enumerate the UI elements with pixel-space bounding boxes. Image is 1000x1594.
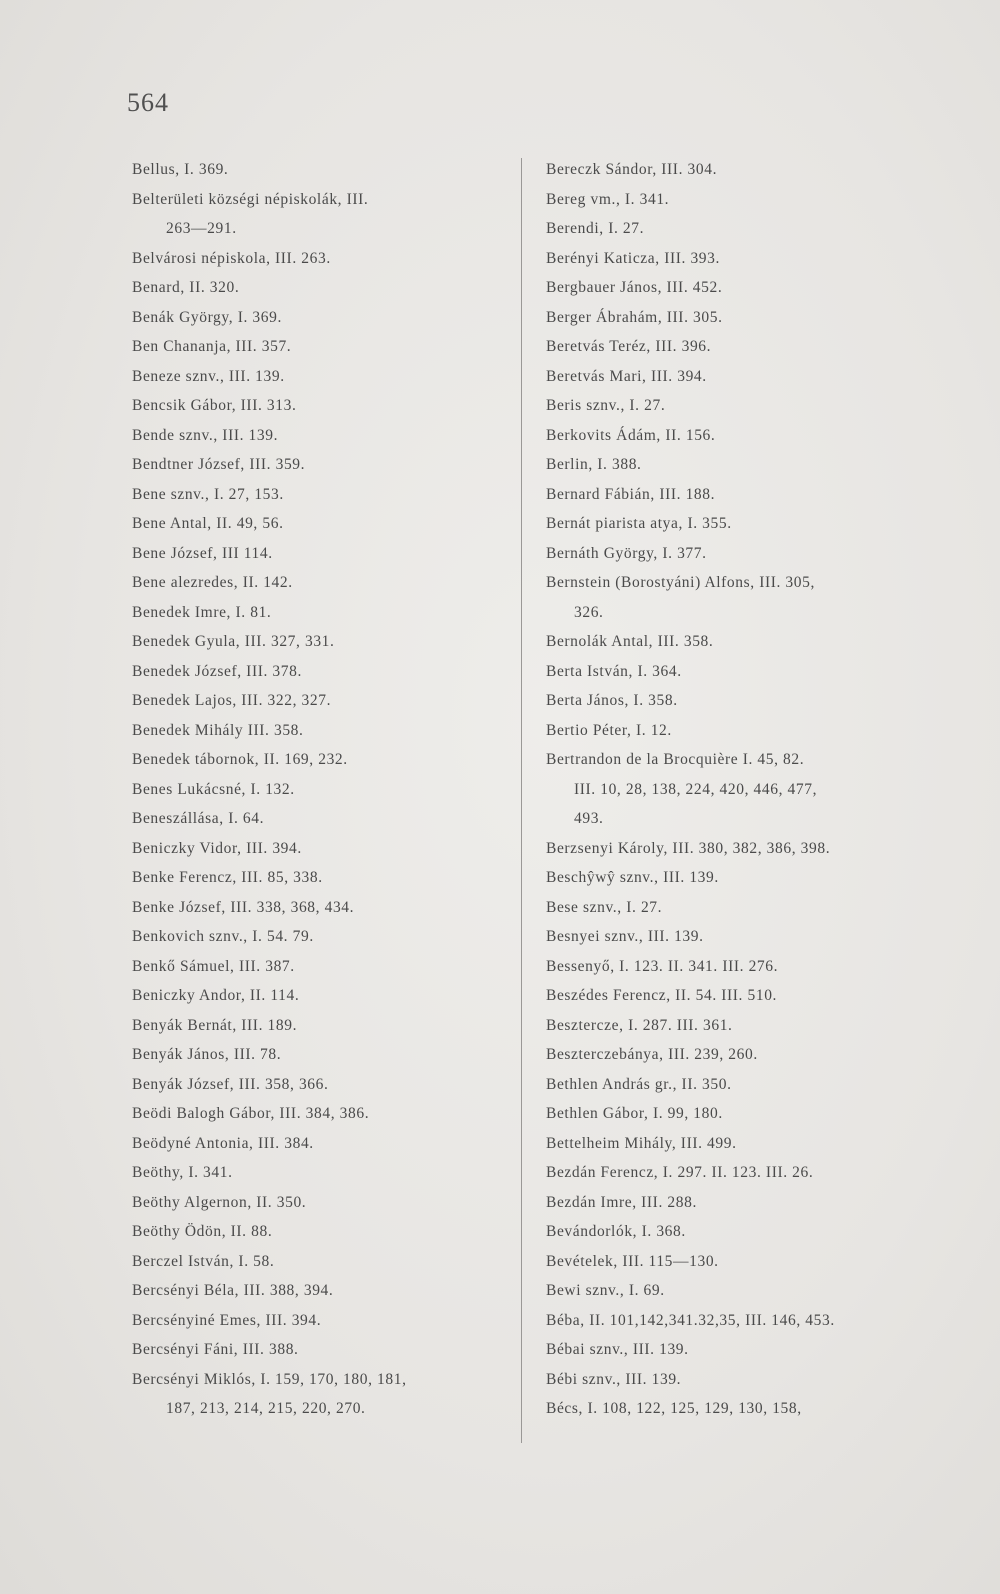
index-entry <box>132 1335 497 1365</box>
index-entry <box>132 539 497 569</box>
index-entry <box>546 686 908 716</box>
index-entry-text: Bernard Fábián, III. 188. <box>546 485 716 503</box>
index-entry-text: Bewi sznv., I. 69. <box>546 1282 665 1299</box>
index-entry-text: Benedek tábornok, II. 169, 232. <box>132 751 348 768</box>
index-entry <box>546 391 908 421</box>
index-entry <box>546 273 908 303</box>
index-entry <box>132 863 497 893</box>
index-entry-text: Bernáth György, I. 377. <box>546 544 707 562</box>
index-entry-text: Beneze sznv., III. 139. <box>132 367 285 385</box>
index-entry-text: Berényi Katicza, III. 393. <box>546 249 720 267</box>
index-entry-text: Benard, II. 320. <box>132 279 240 296</box>
index-entry <box>132 303 497 333</box>
index-entry <box>132 1217 497 1247</box>
index-entry <box>132 952 497 982</box>
index-entry-text: Benkő Sámuel, III. 387. <box>132 957 295 975</box>
index-entry-text: Benes Lukácsné, I. 132. <box>132 780 295 798</box>
index-entry <box>132 362 497 392</box>
index-entry <box>546 332 908 362</box>
index-entry <box>546 1335 908 1365</box>
index-entry <box>132 273 497 303</box>
index-entry-continuation: 493. <box>574 810 604 827</box>
index-entry-text: Bethlen András gr., II. 350. <box>546 1075 732 1093</box>
index-entry-text: Bertrandon de la Brocquière I. 45, 82. <box>546 751 805 768</box>
index-entry-text: Bezdán Imre, III. 288. <box>546 1193 697 1211</box>
index-entry <box>132 391 497 421</box>
index-entry-text: Bezdán Ferencz, I. 297. II. 123. III. 26. <box>546 1164 814 1181</box>
index-entry-text: Berta János, I. 358. <box>546 692 678 709</box>
index-entry <box>546 185 908 215</box>
index-entry-text: Belvárosi népiskola, III. 263. <box>132 249 331 267</box>
index-entry <box>132 922 497 952</box>
index-entry-text: Beniczky Andor, II. 114. <box>132 987 300 1004</box>
index-entry-text: Beödi Balogh Gábor, III. 384, 386. <box>132 1105 370 1122</box>
index-entry <box>546 450 908 480</box>
index-entry <box>132 893 497 923</box>
index-entry <box>132 745 497 775</box>
page-number: 564 <box>127 88 169 117</box>
index-entry-text: Berlin, I. 388. <box>546 456 642 473</box>
index-entry <box>132 1040 497 1070</box>
index-entry <box>546 1040 908 1070</box>
index-entry <box>132 568 497 598</box>
index-entry <box>546 922 908 952</box>
index-entry <box>546 539 908 569</box>
index-entry <box>132 1070 497 1100</box>
index-entry-text: Bereczk Sándor, III. 304. <box>546 161 718 178</box>
index-entry-text: Besnyei sznv., III. 139. <box>546 928 704 945</box>
index-entry <box>546 303 908 333</box>
index-entry-text: Beschŷwŷ sznv., III. 139. <box>546 869 719 886</box>
index-entry-text: Beszédes Ferencz, II. 54. III. 510. <box>546 987 778 1004</box>
index-entry <box>132 804 497 834</box>
index-entry <box>132 1188 497 1218</box>
index-entry-text: Besztercze, I. 287. III. 361. <box>546 1016 733 1034</box>
index-entry <box>546 1217 908 1247</box>
index-entry-text: Benedek Imre, I. 81. <box>132 603 272 621</box>
index-entry-text: Bernát piarista atya, I. 355. <box>546 515 732 532</box>
index-entry <box>546 1247 908 1277</box>
index-entry <box>546 716 908 746</box>
index-entry <box>546 480 908 510</box>
index-entry-text: Bendtner József, III. 359. <box>132 456 306 473</box>
index-entry-text: Benedek József, III. 378. <box>132 662 302 680</box>
index-entry <box>132 1276 497 1306</box>
index-entry-text: Bergbauer János, III. 452. <box>546 279 723 296</box>
index-entry-text: Bébi sznv., III. 139. <box>546 1370 682 1388</box>
index-entry-text: Bercsényi Fáni, III. 388. <box>132 1341 299 1358</box>
index-entry-text: Bevándorlók, I. 368. <box>546 1223 686 1240</box>
index-entry <box>546 952 908 982</box>
index-entry <box>546 214 908 244</box>
index-entry-text: Beneszállása, I. 64. <box>132 810 265 827</box>
index-entry-text: Bettelheim Mihály, III. 499. <box>546 1134 737 1152</box>
index-entry <box>132 1306 497 1336</box>
index-entry <box>546 155 908 185</box>
index-entry-text: Berger Ábrahám, III. 305. <box>546 308 723 326</box>
index-entry-continuation: 326. <box>574 603 604 621</box>
index-entry-text: Bene Antal, II. 49, 56. <box>132 515 284 532</box>
index-entry <box>546 981 908 1011</box>
index-entry-text: Bernstein (Borostyáni) Alfons, III. 305, <box>546 574 815 591</box>
index-column-left <box>132 155 497 1424</box>
index-entry <box>546 1394 908 1424</box>
index-entry-text: Benedek Mihály III. 358. <box>132 721 304 739</box>
index-entry <box>132 1129 497 1159</box>
index-entry-text: Berzsenyi Károly, III. 380, 382, 386, 398. <box>546 839 831 857</box>
index-entry <box>546 1306 908 1336</box>
index-entry-text: Bécs, I. 108, 122, 125, 129, 130, 158, <box>546 1400 802 1417</box>
index-entry-text: Bellus, I. 369. <box>132 161 229 178</box>
index-entry <box>132 1365 497 1424</box>
index-entry-text: Benkovich sznv., I. 54. 79. <box>132 928 314 945</box>
index-entry-text: Benke Ferencz, III. 85, 338. <box>132 869 323 886</box>
index-entry-text: Bene sznv., I. 27, 153. <box>132 485 284 503</box>
index-entry-text: Bene József, III 114. <box>132 544 273 562</box>
index-entry <box>546 893 908 923</box>
index-entry-text: Beniczky Vidor, III. 394. <box>132 839 302 857</box>
index-entry-text: Beödyné Antonia, III. 384. <box>132 1134 314 1152</box>
index-entry-text: Bébai sznv., III. 139. <box>546 1341 689 1358</box>
index-entry <box>546 568 908 627</box>
index-entry-text: Bessenyő, I. 123. II. 341. III. 276. <box>546 957 779 975</box>
index-entry-text: Benyák József, III. 358, 366. <box>132 1075 329 1093</box>
index-entry <box>546 421 908 451</box>
index-entry-text: Beretvás Teréz, III. 396. <box>546 338 712 355</box>
index-entry-continuation: 187, 213, 214, 215, 220, 270. <box>166 1400 366 1417</box>
index-column-right <box>546 155 908 1424</box>
index-entry-text: Bene alezredes, II. 142. <box>132 574 293 591</box>
index-entry-text: Berta István, I. 364. <box>546 662 682 680</box>
index-entry-continuation: III. 10, 28, 138, 224, 420, 446, 477, <box>574 780 818 798</box>
index-entry <box>132 981 497 1011</box>
index-entry-text: Benyák János, III. 78. <box>132 1046 282 1063</box>
column-divider <box>521 158 522 1443</box>
index-entry-text: Bereg vm., I. 341. <box>546 190 670 208</box>
index-entry <box>132 332 497 362</box>
index-entry-text: Bercsényi Miklós, I. 159, 170, 180, 181, <box>132 1370 407 1388</box>
index-entry <box>132 244 497 274</box>
index-entry-text: Ben Chananja, III. 357. <box>132 338 292 355</box>
index-entry <box>546 1099 908 1129</box>
index-entry-text: Berkovits Ádám, II. 156. <box>546 426 716 444</box>
index-entry <box>132 657 497 687</box>
index-entry-text: Bernolák Antal, III. 358. <box>546 633 714 650</box>
index-entry-text: Berendi, I. 27. <box>546 220 645 237</box>
index-entry-text: Bethlen Gábor, I. 99, 180. <box>546 1105 723 1122</box>
index-entry <box>132 686 497 716</box>
index-entry <box>132 716 497 746</box>
index-entry <box>132 421 497 451</box>
index-entry <box>546 834 908 864</box>
index-entry-text: Beöthy Ödön, II. 88. <box>132 1223 273 1240</box>
index-entry <box>546 745 908 834</box>
index-entry <box>546 509 908 539</box>
index-entry-text: Belterületi községi népiskolák, III. <box>132 190 369 208</box>
index-entry-text: Bende sznv., III. 139. <box>132 426 279 444</box>
index-entry <box>132 627 497 657</box>
index-entry <box>546 1070 908 1100</box>
index-entry <box>132 1158 497 1188</box>
index-entry-text: Béba, II. 101,142,341.32,35, III. 146, 453. <box>546 1311 835 1329</box>
index-entry-text: Benke József, III. 338, 368, 434. <box>132 898 355 916</box>
index-entry-text: Beretvás Mari, III. 394. <box>546 367 707 385</box>
index-entry <box>546 1188 908 1218</box>
index-entry-text: Benedek Gyula, III. 327, 331. <box>132 633 335 650</box>
index-entry-text: Benyák Bernát, III. 189. <box>132 1016 298 1034</box>
index-entry <box>546 1276 908 1306</box>
index-entry <box>132 834 497 864</box>
index-entry-text: Bese sznv., I. 27. <box>546 898 663 916</box>
index-entry <box>546 1158 908 1188</box>
index-entry-text: Bercsényiné Emes, III. 394. <box>132 1311 322 1329</box>
index-entry-text: Benák György, I. 369. <box>132 308 282 326</box>
index-entry <box>546 1129 908 1159</box>
index-entry <box>546 362 908 392</box>
index-entry-text: Bertio Péter, I. 12. <box>546 721 672 739</box>
index-entry-text: Beszterczebánya, III. 239, 260. <box>546 1046 758 1063</box>
index-entry-continuation: 263—291. <box>166 220 237 237</box>
index-entry-text: Berczel István, I. 58. <box>132 1252 275 1270</box>
index-entry-text: Bevételek, III. 115—130. <box>546 1252 719 1270</box>
index-entry <box>132 1099 497 1129</box>
index-entry-text: Bercsényi Béla, III. 388, 394. <box>132 1282 334 1299</box>
index-entry-text: Beöthy, I. 341. <box>132 1164 233 1181</box>
index-entry <box>132 775 497 805</box>
index-entry <box>132 155 497 185</box>
index-entry <box>132 185 497 244</box>
index-entry <box>546 627 908 657</box>
index-entry-text: Beris sznv., I. 27. <box>546 397 666 414</box>
index-entry-text: Bencsik Gábor, III. 313. <box>132 397 297 414</box>
index-entry <box>546 657 908 687</box>
index-entry-text: Benedek Lajos, III. 322, 327. <box>132 692 332 709</box>
index-entry <box>546 1365 908 1395</box>
index-entry <box>546 863 908 893</box>
index-entry <box>132 509 497 539</box>
index-entry <box>546 244 908 274</box>
index-entry <box>132 450 497 480</box>
index-entry <box>132 598 497 628</box>
index-entry <box>132 1011 497 1041</box>
index-entry <box>132 480 497 510</box>
index-entry <box>546 1011 908 1041</box>
index-entry-text: Beöthy Algernon, II. 350. <box>132 1193 307 1211</box>
index-entry <box>132 1247 497 1277</box>
